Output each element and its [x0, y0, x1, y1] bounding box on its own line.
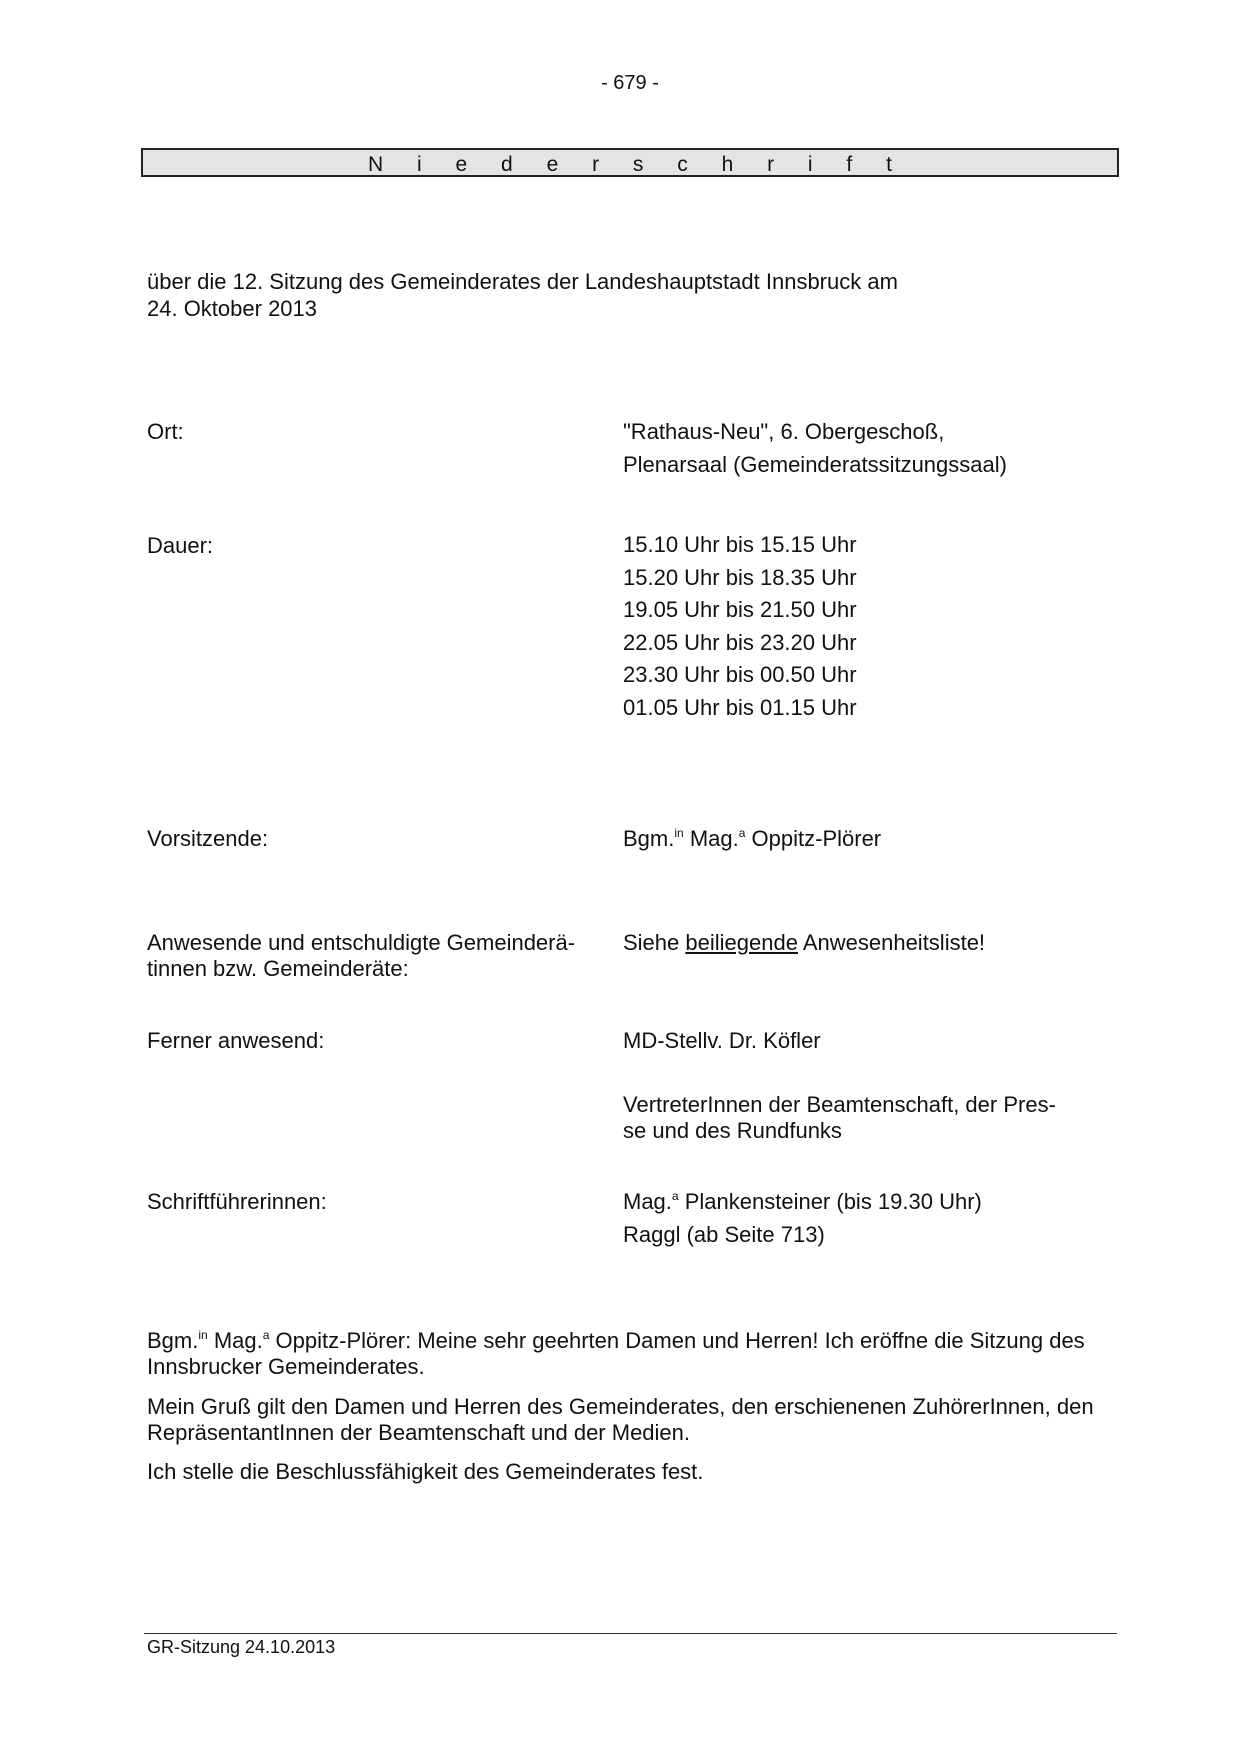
speech-title-mag: Mag.: [207, 1328, 263, 1353]
schrift-sup-a: a: [671, 1189, 679, 1203]
anwesende-value-pre: Siehe: [623, 930, 686, 955]
schrift-title-mag: Mag.: [623, 1189, 672, 1214]
speech-title-bgm: Bgm.: [147, 1328, 199, 1353]
vorsitz-label: Vorsitzende:: [147, 826, 269, 851]
dauer-time-1: 15.10 Uhr bis 15.15 Uhr: [623, 532, 857, 557]
vorsitz-value: [623, 825, 881, 852]
intro-line-2: 24. Oktober 2013: [147, 296, 318, 321]
dauer-times: [623, 529, 857, 724]
anwesende-value-underlined: beiliegende: [685, 930, 798, 955]
ort-label: Ort:: [147, 419, 184, 444]
document-title: N i e d e r s c h r i f t: [368, 153, 906, 176]
speech-text-1: Oppitz-Plörer: Meine sehr geehrten Damen und Herren! Ich eröffne die Sitzung des Innsbrucker Gemeinderates.: [147, 1328, 1085, 1379]
schrift-value-line-2: Raggl (ab Seite 713): [623, 1222, 825, 1247]
dauer-time-2: 15.20 Uhr bis 18.35 Uhr: [623, 564, 857, 590]
dauer-time-6: 01.05 Uhr bis 01.15 Uhr: [623, 694, 857, 720]
dauer-time-4: 22.05 Uhr bis 23.20 Uhr: [623, 629, 857, 655]
vorsitz-title-bgm: Bgm.: [623, 826, 675, 851]
document-title-box: [141, 148, 1119, 177]
speech-paragraph-3: Ich stelle die Beschlussfähigkeit des Gemeinderates fest.: [147, 1459, 704, 1484]
vorsitz-sup-a: a: [738, 826, 746, 840]
schrift-label: Schriftführerinnen:: [147, 1189, 327, 1214]
ferner-value-2-line-2: se und des Rundfunks: [623, 1118, 842, 1143]
footer-text: GR-Sitzung 24.10.2013: [147, 1637, 336, 1657]
ort-value-line-1: "Rathaus-Neu", 6. Obergeschoß,: [623, 419, 945, 444]
vorsitz-title-mag: Mag.: [683, 826, 739, 851]
schrift-name-1: Plankensteiner (bis 19.30 Uhr): [678, 1189, 982, 1214]
vorsitz-sup-in: in: [674, 826, 684, 840]
ferner-label: Ferner anwesend:: [147, 1028, 325, 1053]
intro-line-1: über die 12. Sitzung des Gemeinderates der Landeshauptstadt Innsbruck am: [147, 269, 898, 294]
schrift-value-line-1: [623, 1188, 982, 1215]
ferner-value-2-line-1: VertreterInnen der Beamtenschaft, der Pres-: [623, 1092, 1056, 1117]
anwesende-value-post: Anwesenheitsliste!: [797, 930, 986, 955]
anwesende-label-line-1: Anwesende und entschuldigte Gemeinderä-: [147, 930, 576, 955]
dauer-label: Dauer:: [147, 533, 214, 558]
footer-rule: [144, 1633, 1117, 1634]
anwesende-value: [623, 929, 985, 956]
dauer-time-5: 23.30 Uhr bis 00.50 Uhr: [623, 662, 857, 687]
speech-paragraph-1: [147, 1328, 1107, 1380]
dauer-time-3: 19.05 Uhr bis 21.50 Uhr: [623, 597, 857, 622]
anwesende-label-line-2: tinnen bzw. Gemeinderäte:: [147, 956, 409, 981]
speech-sup-a: a: [262, 1328, 270, 1342]
ort-value-line-2: Plenarsaal (Gemeinderatssitzungssaal): [623, 452, 1007, 477]
vorsitz-name: Oppitz-Plörer: [745, 826, 882, 851]
page-number: - 679 -: [601, 72, 659, 94]
ferner-value-1: MD-Stellv. Dr. Köfler: [623, 1028, 821, 1053]
speech-sup-in: in: [198, 1328, 208, 1342]
speech-paragraph-2: Mein Gruß gilt den Damen und Herren des Gemeinderates, den erschienenen ZuhörerInnen, den RepräsentantInnen der Beamtenschaft und der Medien.: [147, 1394, 1094, 1445]
